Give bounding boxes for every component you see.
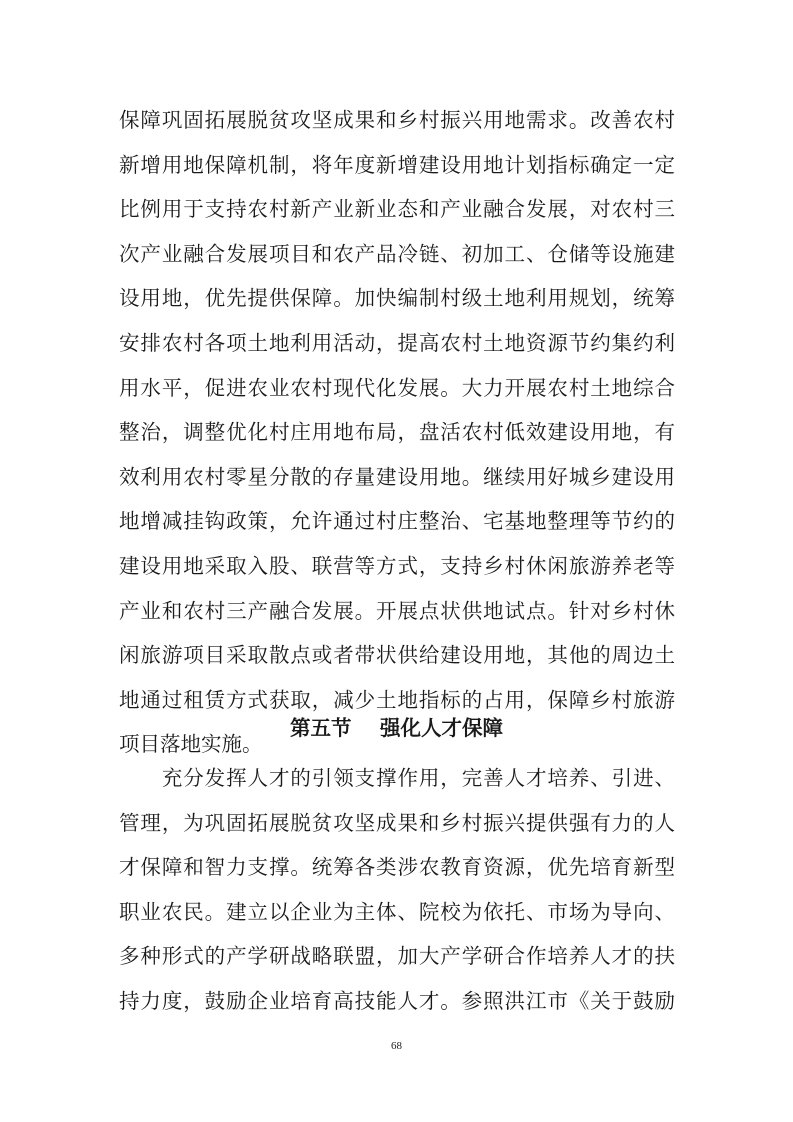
text-line: 建设用地采取入股、联营等方式，支持乡村休闲旅游养老等: [119, 553, 675, 578]
text-line: 职业农民。建立以企业为主体、院校为依托、市场为导向、: [119, 899, 675, 924]
text-line: 闲旅游项目采取散点或者带状供给建设用地，其他的周边土: [119, 643, 675, 668]
page-number: 68: [391, 1040, 402, 1052]
paragraph-talent-support: [119, 756, 675, 1024]
text-line: 次产业融合发展项目和农产品冷链、初加工、仓储等设施建: [119, 241, 675, 266]
text-line: 持力度，鼓励企业培育高技能人才。参照洪江市《关于鼓励: [119, 988, 675, 1013]
text-line: 新增用地保障机制，将年度新增建设用地计划指标确定一定: [119, 152, 675, 177]
text-line: 多种形式的产学研战略联盟，加大产学研合作培养人才的扶: [119, 944, 675, 969]
text-line: 管理，为巩固拓展脱贫攻坚成果和乡村振兴提供强有力的人: [119, 810, 675, 835]
text-line: 才保障和智力支撑。统筹各类涉农教育资源，优先培育新型: [119, 855, 675, 880]
text-line: 设用地，优先提供保障。加快编制村级土地利用规划，统筹: [119, 286, 675, 311]
text-line: 比例用于支持农村新产业新业态和产业融合发展，对农村三: [119, 197, 675, 222]
text-line: 整治，调整优化村庄用地布局，盘活农村低效建设用地，有: [119, 420, 675, 445]
text-line: 安排农村各项土地利用活动，提高农村土地资源节约集约利: [119, 330, 675, 355]
text-line: 地通过租赁方式获取，减少土地指标的占用，保障乡村旅游: [119, 687, 675, 712]
text-line: 用水平，促进农业农村现代化发展。大力开展农村土地综合: [119, 375, 675, 400]
text-line: 项目落地实施。: [119, 732, 263, 757]
text-line: 充分发挥人才的引领支撑作用，完善人才培养、引进、: [119, 766, 675, 790]
paragraph-land-use: [119, 98, 675, 767]
section-heading: 第五节 强化人才保障: [289, 716, 504, 740]
text-line: 产业和农村三产融合发展。开展点状供地试点。针对乡村休: [119, 598, 675, 623]
text-line: 效利用农村零星分散的存量建设用地。继续用好城乡建设用: [119, 464, 675, 489]
text-line: 保障巩固拓展脱贫攻坚成果和乡村振兴用地需求。改善农村: [119, 108, 675, 132]
text-line: 地增减挂钩政策，允许通过村庄整治、宅基地整理等节约的: [119, 509, 675, 534]
